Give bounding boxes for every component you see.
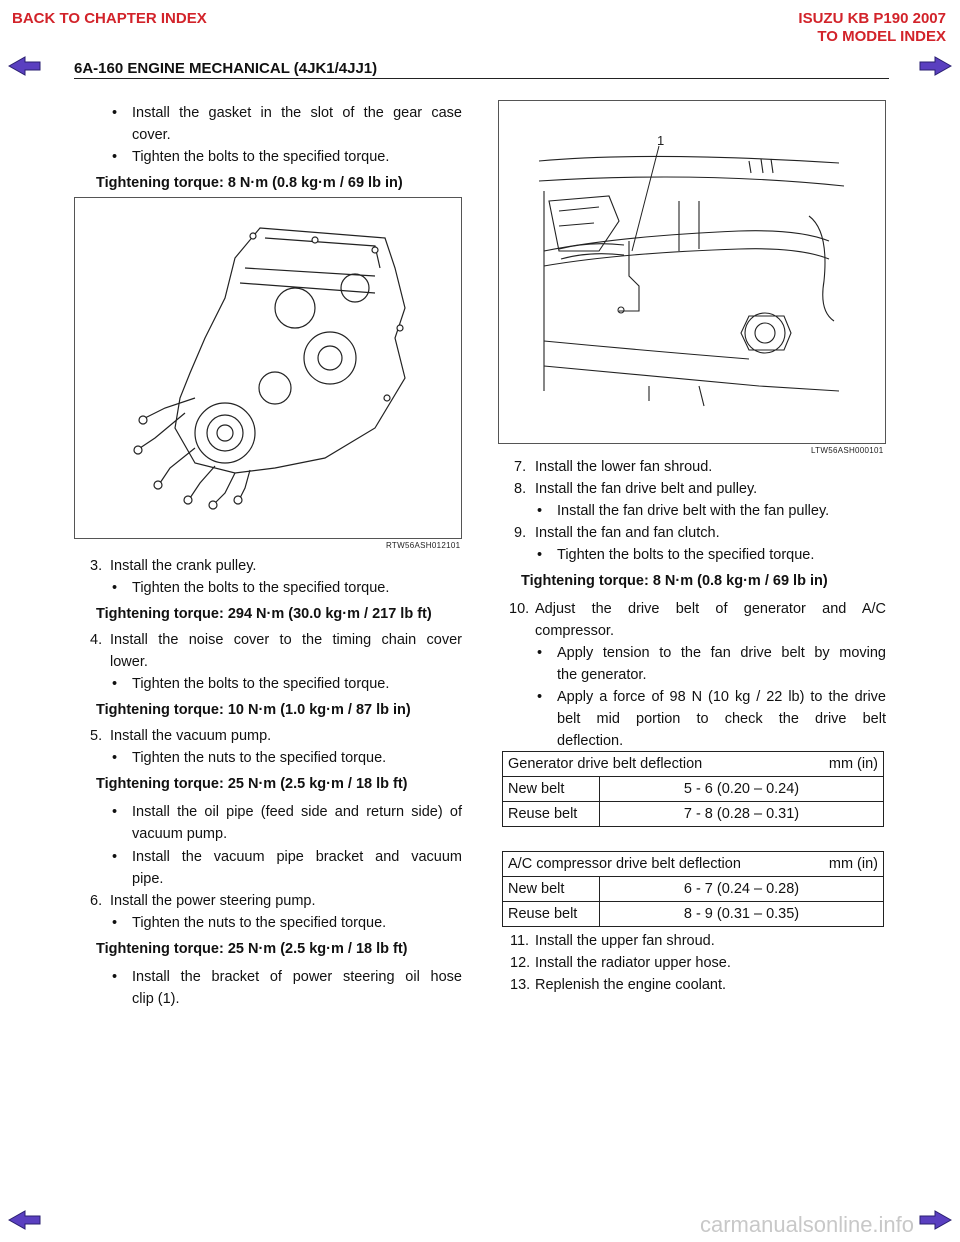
bullet-icon: • — [112, 149, 118, 165]
step-text: Install the bracket of power steering oil hose — [132, 969, 462, 985]
bullet-icon: • — [112, 105, 118, 121]
table-row — [503, 802, 884, 827]
to-model-index-link[interactable]: TO MODEL INDEX — [817, 28, 946, 45]
step-number: 10. — [509, 601, 530, 617]
step-number: 8. — [514, 481, 527, 497]
step-text: Install the vacuum pump. — [110, 728, 272, 744]
table-cell-label: Reuse belt — [503, 802, 600, 827]
ac-compressor-belt-deflection-table — [502, 851, 884, 927]
arrow-right-icon[interactable] — [918, 1210, 952, 1230]
step-text: belt mid portion to check the drive belt — [557, 711, 886, 727]
tightening-torque: Tightening torque: 10 N·m (1.0 kg·m / 87 lb in) — [96, 702, 411, 718]
table-cell-value: 8 - 9 (0.31 – 0.35) — [600, 902, 884, 927]
table-title: Generator drive belt deflection — [508, 756, 703, 772]
figure-code: RTW56ASH012101 — [386, 541, 461, 550]
bullet-icon: • — [112, 580, 118, 596]
table-unit: mm (in) — [828, 856, 878, 872]
tightening-torque: Tightening torque: 8 N·m (0.8 kg·m / 69 lb in) — [521, 573, 828, 589]
table-title: A/C compressor drive belt deflection — [508, 856, 741, 872]
table-header-row — [503, 752, 884, 777]
step-text: Tighten the nuts to the specified torque. — [132, 750, 387, 766]
step-number: 3. — [90, 558, 103, 574]
step-text: Tighten the bolts to the specified torque. — [132, 149, 390, 165]
tightening-torque: Tightening torque: 8 N·m (0.8 kg·m / 69 lb in) — [96, 175, 403, 191]
step-text: Replenish the engine coolant. — [535, 977, 727, 993]
step-text: vacuum pump. — [132, 826, 228, 842]
step-text: Install the fan drive belt and pulley. — [535, 481, 758, 497]
step-text: Tighten the nuts to the specified torque. — [132, 915, 387, 931]
step-text: Install the fan drive belt with the fan pulley. — [557, 503, 830, 519]
bullet-icon: • — [112, 969, 118, 985]
table-row — [503, 777, 884, 802]
step-text: Tighten the bolts to the specified torque. — [132, 580, 390, 596]
figure-code: LTW56ASH000101 — [811, 446, 884, 455]
table-row — [503, 877, 884, 902]
step-text: Install the lower fan shroud. — [535, 459, 713, 475]
bullet-icon: • — [112, 750, 118, 766]
step-text: Install the noise cover to the timing chain cover — [110, 632, 462, 648]
step-text: compressor. — [535, 623, 614, 639]
step-text: Install the crank pulley. — [110, 558, 257, 574]
bullet-icon: • — [537, 547, 543, 563]
bullet-icon: • — [537, 503, 543, 519]
step-text: Apply tension to the fan drive belt by moving — [557, 645, 886, 661]
step-text: Install the gasket in the slot of the gear case — [132, 105, 462, 121]
step-text: Install the radiator upper hose. — [535, 955, 731, 971]
header-rule — [74, 78, 889, 79]
step-number: 11. — [510, 933, 530, 949]
back-to-chapter-index-link[interactable]: BACK TO CHAPTER INDEX — [12, 10, 207, 27]
step-text: pipe. — [132, 871, 164, 887]
step-text: Adjust the drive belt of generator and A/C — [535, 601, 886, 617]
step-number: 12. — [510, 955, 531, 971]
model-title-link[interactable]: ISUZU KB P190 2007 — [798, 10, 946, 27]
bullet-icon: • — [537, 689, 543, 705]
bullet-icon: • — [537, 645, 543, 661]
arrow-left-icon[interactable] — [8, 1210, 42, 1230]
table-row — [503, 902, 884, 927]
table-cell-value: 7 - 8 (0.28 – 0.31) — [600, 802, 884, 827]
bullet-icon: • — [112, 804, 118, 820]
step-text: Apply a force of 98 N (10 kg / 22 lb) to the drive — [557, 689, 886, 705]
bullet-icon: • — [112, 849, 118, 865]
watermark-text: carmanualsonline.info — [700, 1212, 915, 1237]
step-text: clip (1). — [132, 991, 180, 1007]
step-text: Install the power steering pump. — [110, 893, 316, 909]
hose-clip-drawing — [499, 101, 885, 443]
step-text: Tighten the bolts to the specified torque. — [557, 547, 815, 563]
tightening-torque: Tightening torque: 294 N·m (30.0 kg·m / 217 lb ft) — [96, 606, 432, 622]
table-cell-label: New belt — [503, 777, 600, 802]
step-number: 9. — [514, 525, 527, 541]
table-cell-label: New belt — [503, 877, 600, 902]
generator-belt-deflection-table — [502, 751, 884, 827]
gear-case-cover-drawing — [75, 198, 461, 538]
table-header-row — [503, 852, 884, 877]
bullet-icon: • — [112, 676, 118, 692]
table-cell-label: Reuse belt — [503, 902, 600, 927]
table-cell-value: 6 - 7 (0.24 – 0.28) — [600, 877, 884, 902]
step-text: deflection. — [557, 733, 624, 749]
step-number: 4. — [90, 632, 103, 648]
step-text: Install the oil pipe (feed side and return side) of — [132, 804, 462, 820]
table-cell-value: 5 - 6 (0.20 – 0.24) — [600, 777, 884, 802]
step-number: 7. — [514, 459, 527, 475]
step-number: 13. — [510, 977, 531, 993]
step-text: the generator. — [557, 667, 647, 683]
figure-gear-case-cover — [74, 197, 462, 539]
page-header-title: 6A-160 ENGINE MECHANICAL (4JK1/4JJ1) — [74, 60, 378, 77]
tightening-torque: Tightening torque: 25 N·m (2.5 kg·m / 18 lb ft) — [96, 941, 408, 957]
arrow-right-icon[interactable] — [918, 56, 952, 76]
step-text: cover. — [132, 127, 171, 143]
step-text: Install the fan and fan clutch. — [535, 525, 720, 541]
step-text: Install the vacuum pipe bracket and vacuum — [132, 849, 462, 865]
step-text: lower. — [110, 654, 148, 670]
arrow-left-icon[interactable] — [8, 56, 42, 76]
figure-power-steering-hose-clip — [498, 100, 886, 444]
step-number: 6. — [90, 893, 103, 909]
step-text: Install the upper fan shroud. — [535, 933, 715, 949]
tightening-torque: Tightening torque: 25 N·m (2.5 kg·m / 18 lb ft) — [96, 776, 408, 792]
step-number: 5. — [90, 728, 103, 744]
table-unit: mm (in) — [828, 756, 878, 772]
bullet-icon: • — [112, 915, 118, 931]
callout-label: 1 — [657, 133, 665, 148]
step-text: Tighten the bolts to the specified torque. — [132, 676, 390, 692]
